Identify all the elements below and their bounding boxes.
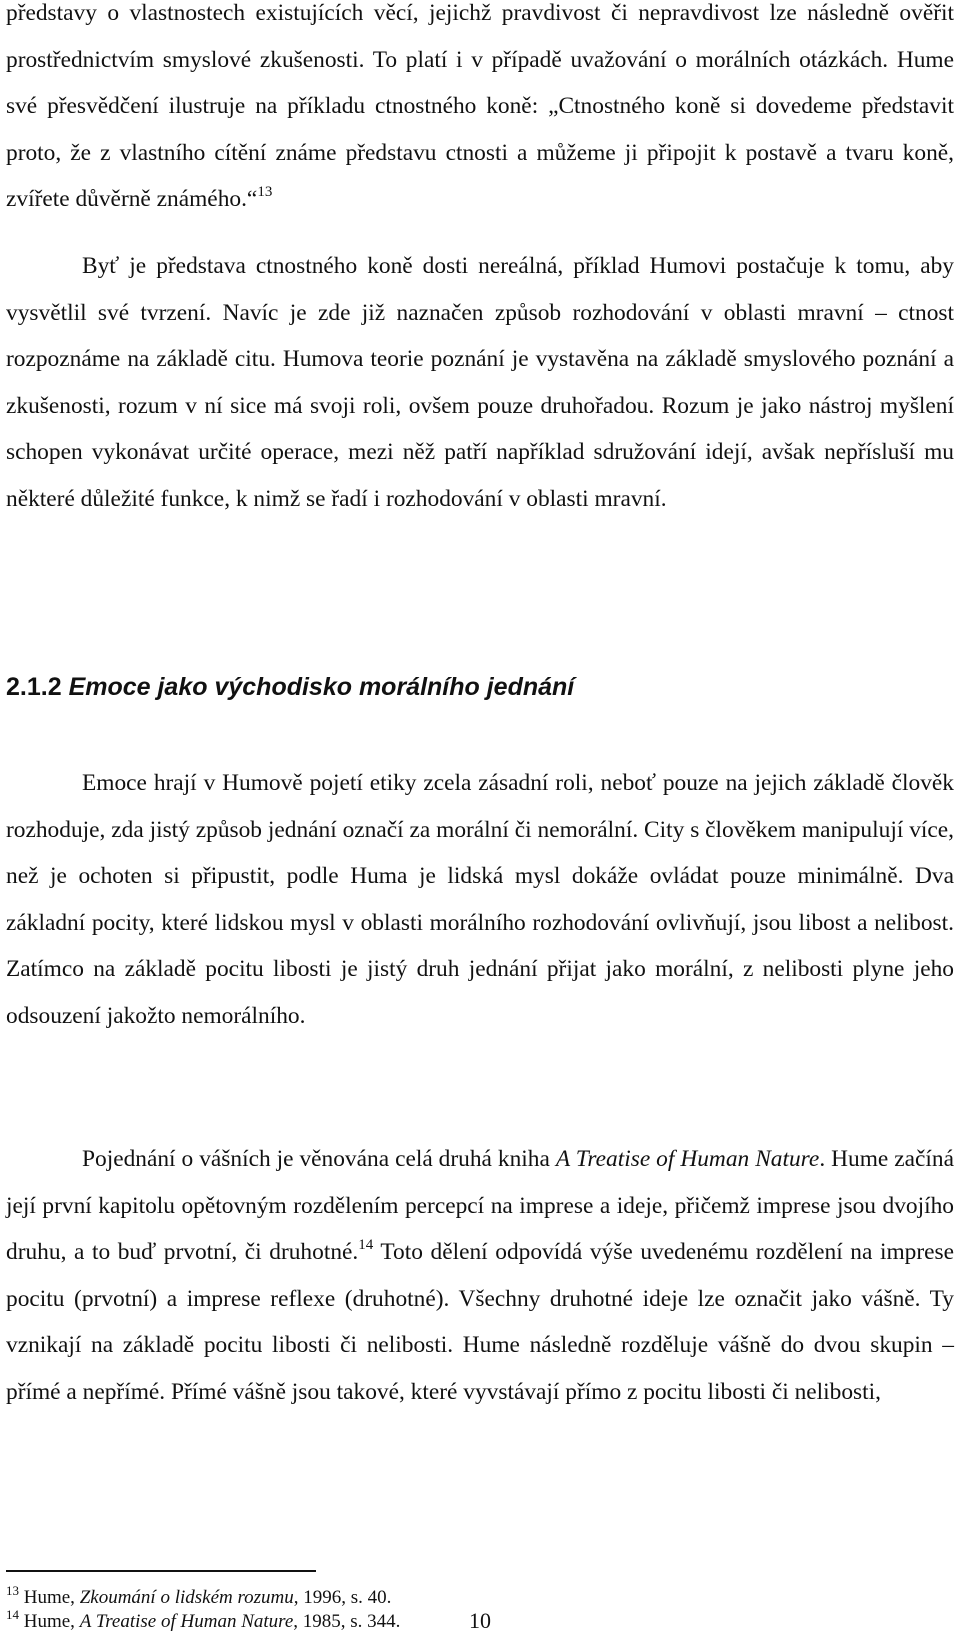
footnote-text: Hume, [19, 1587, 80, 1608]
footnote-book-title: Zkoumání o lidském rozumu [79, 1587, 294, 1608]
paragraph-3-text-c: Toto dělení odpovídá výše uvedenému rozdělení na imprese pocitu (prvotní) a imprese reflexe (druhotné). Všechny druhotné ideje lze označit jako vášně. Ty vznikají na základě pocitu libosti či nelibosti. Hume následně rozděluje vášně do dvou skupin – přímé a nepřímé. Přímé vášně jsou takové, které vyvstávají přímo z pocitu libosti či nelibosti, [6, 1239, 954, 1405]
section-title: Emoce jako východisko morálního jednání [68, 673, 575, 701]
footnote-book-title: A Treatise of Human Nature [79, 1611, 294, 1632]
footnote-13 [6, 1583, 946, 1610]
paragraph-2-text: Emoce hrají v Humově pojetí etiky zcela zásadní roli, neboť pouze na jejich základě člověk rozhoduje, zda jistý způsob jednání označí za morální či nemorální. City s člověkem manipulují více, než je ochoten si připustit, podle Huma je lidská mysl dokáže ovládat pouze minimálně. Dva základní pocity, které lidskou mysl v oblasti morálního rozhodování ovlivňují, jsou libost a nelibost. Zatímco na základě pocitu libosti je jistý druh jednání přijat jako morální, z nelibosti plyne jeho odsouzení jakožto nemorálního. [6, 770, 954, 1029]
paragraph-0-text: představy o vlastnostech existujících věcí, jejichž pravdivost či nepravdivost lze následně ověřit prostřednictvím smyslové zkušenosti. To platí i v případě uvažování o morálních otázkách. Hume své přesvědčení ilustruje na příkladu ctnostného koně: „Ctnostného koně si dovedeme představit proto, že z vlastního cítění známe představu ctnosti a můžeme ji připojit k postavě a tvaru koně, zvířete důvěrně známého.“ [6, 0, 954, 212]
paragraph-1-text: Byť je představa ctnostného koně dosti nereálná, příklad Humovi postačuje k tomu, aby vysvětlil své tvrzení. Navíc je zde již naznačen způsob rozhodování v oblasti mravní – ctnost rozpoznáme na základě citu. Humova teorie poznání je vystavěna na základě smyslového poznání a zkušenosti, rozum v ní sice má svoji roli, ovšem pouze druhořadou. Rozum je jako nástroj myšlení schopen vykonávat určité operace, mezi něž patří například sdružování idejí, avšak nepřísluší mu některé důležité funkce, k nimž se řadí i rozhodování v oblasti mravní. [6, 253, 954, 512]
paragraph-0 [6, 0, 954, 223]
footnote-text: , 1996, s. 40. [293, 1587, 392, 1608]
page-number: 10 [469, 1608, 491, 1633]
footnote-ref-13: 13 [257, 184, 273, 200]
paragraph-3 [6, 1136, 954, 1415]
paragraph-3-text-b: . Hume začíná její první kapitolu opětovným rozdělením percepcí na imprese a ideje, přičemž imprese jsou dvojího druhu, a to buď prvotní, či druhotné. [6, 1146, 954, 1265]
paragraph-2 [6, 760, 954, 1039]
paragraph-1 [6, 243, 954, 522]
footnote-mark: 13 [6, 1583, 19, 1598]
footnote-text: , 1985, s. 344. [293, 1611, 401, 1632]
footnote-mark: 14 [6, 1607, 19, 1622]
footnote-text: Hume, [19, 1611, 80, 1632]
book-title: A Treatise of Human Nature [555, 1146, 820, 1172]
section-heading [6, 671, 574, 703]
paragraph-3-text-a: Pojednání o vášních je věnována celá druhá kniha [82, 1146, 556, 1172]
footnote-separator [6, 1570, 316, 1572]
section-number: 2.1.2 [6, 673, 62, 701]
footnote-ref-14: 14 [358, 1237, 374, 1253]
